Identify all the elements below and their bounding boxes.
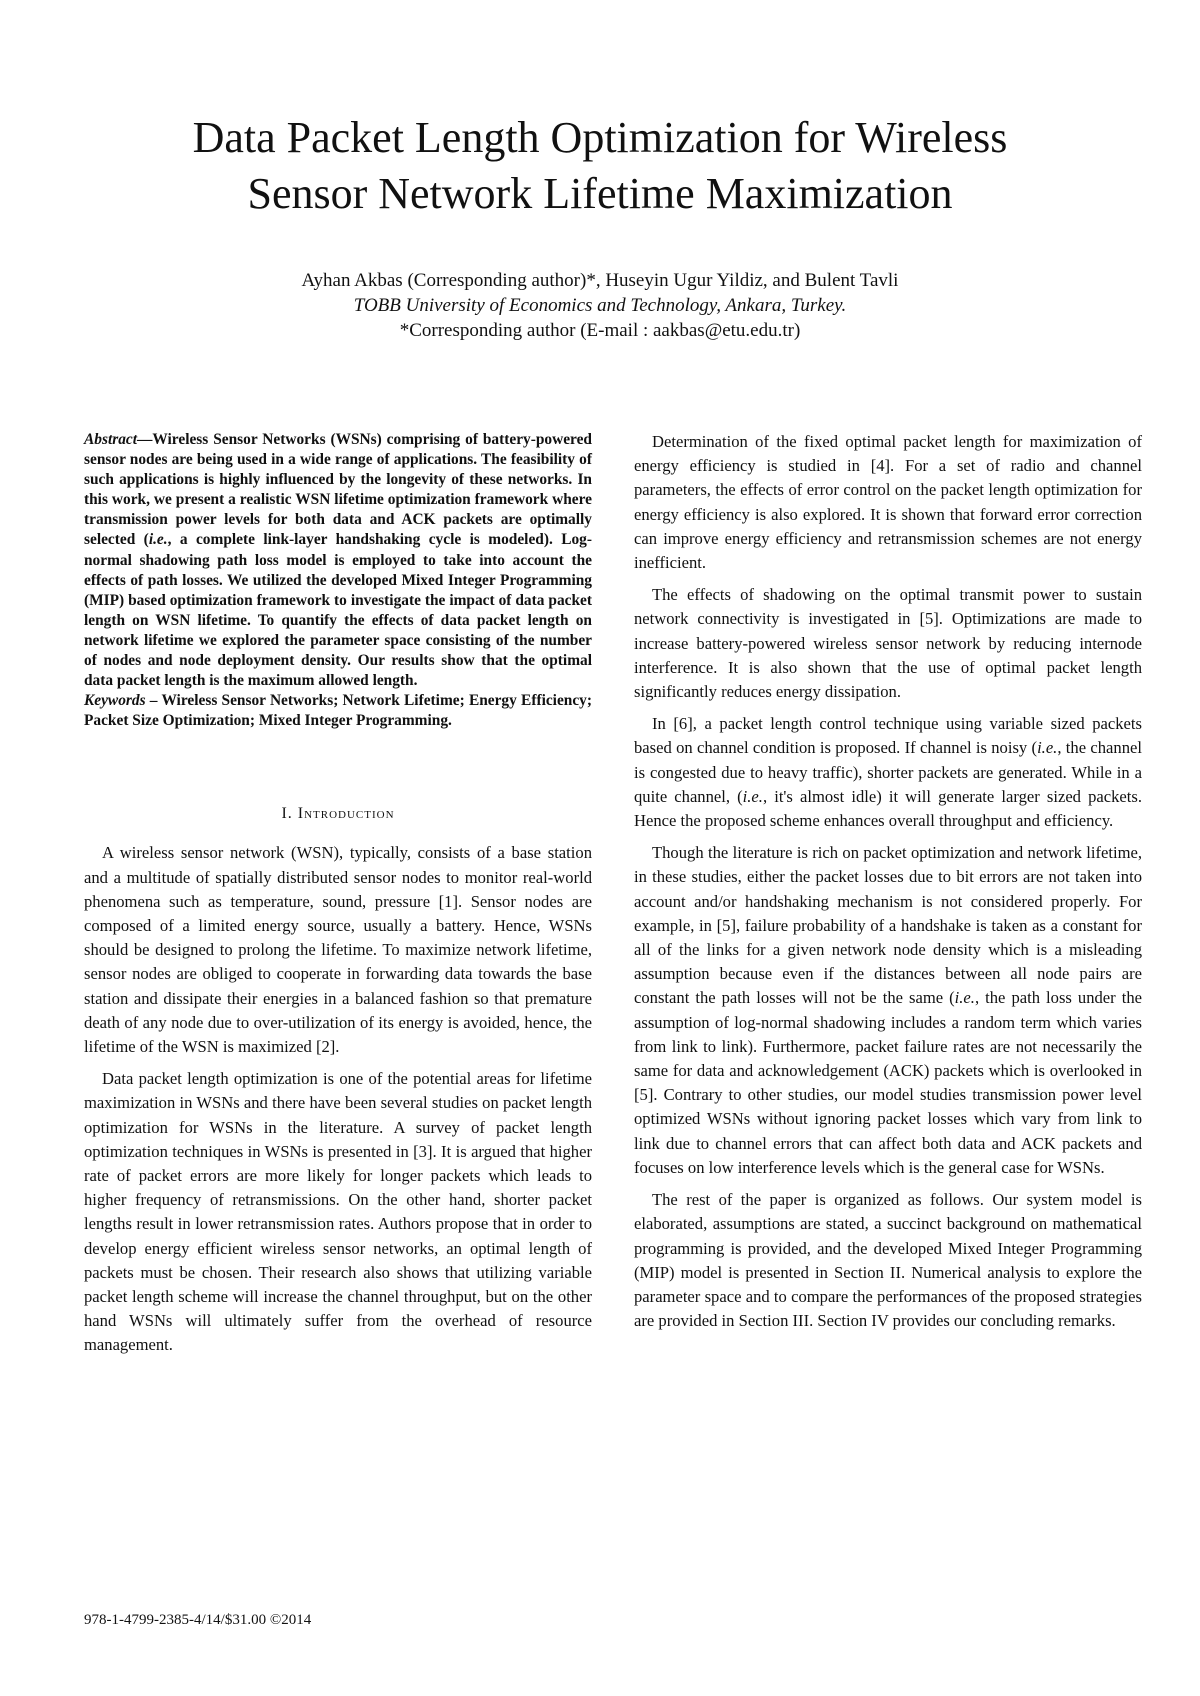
- affiliation: TOBB University of Economics and Technology, Ankara, Turkey.: [353, 295, 847, 316]
- intro-paragraph-1: A wireless sensor network (WSN), typically, consists of a base station and a multitude of spatially distributed sensor nodes to monitor real-world phenomena such as temperature, sound, pressure [1]. Sensor nodes are composed of a limited energy source, usually a battery. Hence, WSNs should be designed to prolong the lifetime. To maximize network lifetime, sensor nodes are obliged to cooperate in forwarding data towards the base station and dissipate their energies in a balanced fashion so that premature death of any node due to over-utilization of its energy is avoided, hence, the lifetime of the WSN is maximized [2].: [84, 843, 592, 1057]
- right-paragraph-1: Determination of the fixed optimal packet length for maximization of energy efficiency is studied in [4]. For a set of radio and channel parameters, the effects of error control on the packet length optimization for energy efficiency is also explored. It is shown that forward error correction can improve energy efficiency and retransmission schemes are not energy inefficient.: [634, 432, 1142, 573]
- p3-text-c: , it's almost idle) it will generate larger sized packets. Hence the proposed scheme enhances overall throughput and efficiency.: [634, 786, 1142, 831]
- left-column: [84, 430, 592, 1366]
- abstract-text-2: , a complete link-layer handshaking cycle is modeled). Log-normal shadowing path loss model is employed to take into account the effects of path losses. We utilized the developed Mixed Integer Programming (MIP) based optimization framework to investigate the impact of data packet length on WSN lifetime. To quantify the effects of data packet length on network lifetime we explored the parameter space consisting of the number of nodes and node deployment density. Our results show that the optimal data packet length is the maximum allowed length.: [84, 531, 592, 690]
- keywords-text: – Wireless Sensor Networks; Network Lifetime; Energy Efficiency; Packet Size Optimization; Mixed Integer Programming.: [84, 692, 592, 730]
- abstract-ie: i.e.: [148, 531, 168, 549]
- keywords: [84, 691, 592, 731]
- p3-ie-2: i.e.: [742, 786, 763, 806]
- abstract-label: Abstract: [84, 431, 138, 448]
- section-heading-introduction: I. Introduction: [281, 805, 395, 823]
- author-block: [120, 268, 1080, 343]
- right-column: [634, 430, 1142, 1341]
- copyright-footer: 978-1-4799-2385-4/14/$31.00 ©2014: [84, 1612, 312, 1628]
- author-names: Ayhan Akbas (Corresponding author)*, Huseyin Ugur Yildiz, and Bulent Tavli: [301, 270, 899, 291]
- right-paragraph-5: The rest of the paper is organized as follows. Our system model is elaborated, assumptions are stated, a succinct background on mathematical programming is provided, and the developed Mixed Integer Programming (MIP) model is presented in Section II. Numerical analysis to explore the parameter space and to compare the performances of the proposed strategies are provided in Section III. Section IV provides our concluding remarks.: [634, 1190, 1142, 1331]
- p4-text-a: Though the literature is rich on packet optimization and network lifetime, in these studies, either the packet losses due to bit errors are not taken into account and/or handshaking mechanism is not considered properly. For example, in [5], failure probability of a handshake is taken as a constant for all of the links for a given network node density which is a misleading assumption because even if the distances between all node pairs are constant the path losses will not be the same (: [634, 843, 1142, 1008]
- right-paragraph-4: [634, 841, 1142, 1180]
- corresponding-author: *Corresponding author (E-mail : aakbas@etu.edu.tr): [399, 320, 801, 341]
- title-line-1: Data Packet Length Optimization for Wireless: [192, 113, 1008, 162]
- title-line-2: Sensor Network Lifetime Maximization: [247, 169, 953, 218]
- right-paragraph-3: [634, 712, 1142, 833]
- keywords-label: Keywords: [84, 692, 146, 710]
- intro-paragraph-2: Data packet length optimization is one of the potential areas for lifetime maximization in WSNs and there have been several studies on packet length optimization for WSNs in the literature. A survey of packet length optimization techniques in WSNs is presented in [3]. It is argued that higher rate of packet errors are more likely for longer packets which leads to higher frequency of retransmissions. On the other hand, shorter packet lengths result in lower retransmission rates. Authors propose that in order to develop energy efficient wireless sensor networks, an optimal length of packets must be chosen. Their research also shows that utilizing variable packet length scheme will increase the channel throughput, but on the other hand WSNs will ultimately suffer from the overhead of resource management.: [84, 1069, 592, 1355]
- right-paragraph-2: The effects of shadowing on the optimal transmit power to sustain network connectivity is investigated in [5]. Optimizations are made to increase battery-powered wireless sensor network by reducing internode interference. It is also shown that the use of optimal packet length significantly reduces energy dissipation.: [634, 585, 1142, 702]
- p4-text-b: , the path loss under the assumption of log-normal shadowing includes a random term which varies from link to link). Furthermore, packet failure rates are not necessarily the same for data and acknowledgement (ACK) packets which is overlooked in [5]. Contrary to other studies, our model studies transmission power level optimized WSNs without ignoring packet losses which vary from link to link due to channel errors that can affect both data and ACK packets and focuses on low interference levels which is the general case for WSNs.: [634, 988, 1142, 1177]
- abstract: [84, 430, 592, 691]
- abstract-text-1: —Wireless Sensor Networks (WSNs) comprising of battery-powered sensor nodes are being used in a wide range of applications. The feasibility of such applications is highly influenced by the longevity of these networks. In this work, we present a realistic WSN lifetime optimization framework where transmission power levels for both data and ACK packets are optimally selected (: [84, 431, 592, 549]
- p4-ie: i.e.: [954, 988, 975, 1008]
- p3-ie-1: i.e.: [1037, 738, 1058, 758]
- p3-text-a: In [6], a packet length control technique using variable sized packets based on channel condition is proposed. If channel is noisy (: [634, 714, 1142, 758]
- p3-text-b: , the channel is congested due to heavy traffic), shorter packets are generated. While in a quite channel, (: [634, 738, 1142, 806]
- paper-title: [120, 110, 1080, 222]
